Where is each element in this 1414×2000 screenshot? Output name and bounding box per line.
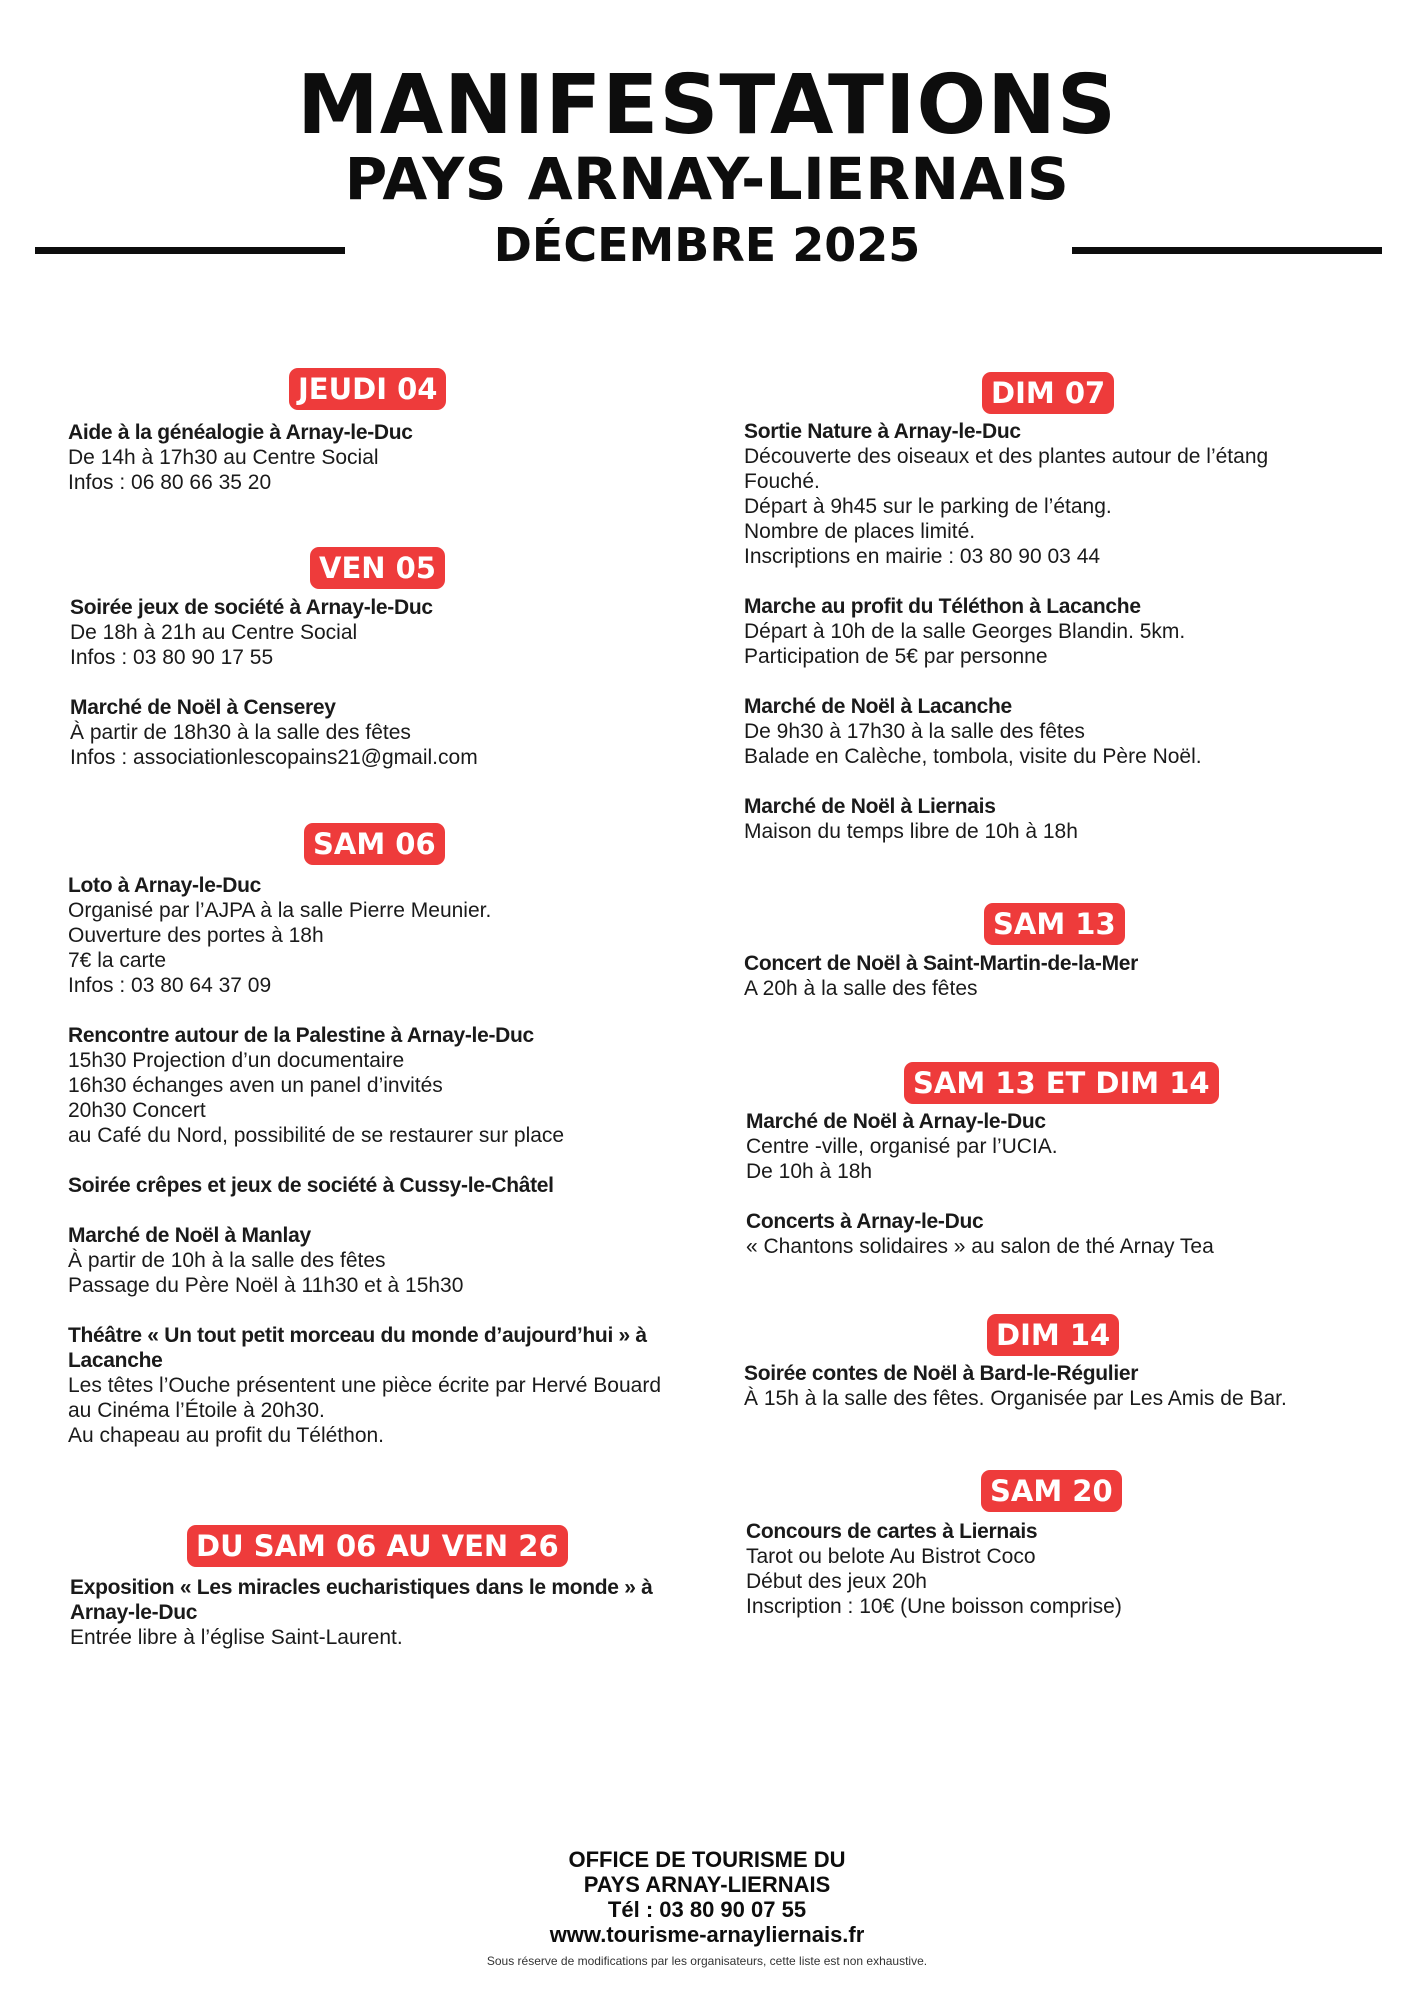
event-title: Soirée jeux de société à Arnay-le-Duc xyxy=(70,596,433,619)
event-title: Soirée crêpes et jeux de société à Cussy-le-Châtel xyxy=(68,1174,554,1197)
event-detail: Découverte des oiseaux et des plantes autour de l’étang Fouché. xyxy=(744,445,1269,493)
date-badge: DIM 07 xyxy=(982,372,1114,414)
footer-disclaimer: Sous réserve de modifications par les organisateurs, cette liste est non exhaustive. xyxy=(486,1954,928,1968)
event-item xyxy=(744,419,1304,569)
event-detail: De 14h à 17h30 au Centre Social xyxy=(68,446,379,469)
date-badge: JEUDI 04 xyxy=(289,368,446,410)
event-detail: Au chapeau au profit du Téléthon. xyxy=(68,1424,385,1447)
footer xyxy=(0,1847,1414,1969)
event-item xyxy=(746,1209,1366,1259)
event-title: Loto à Arnay-le-Duc xyxy=(68,874,262,897)
event-detail: Début des jeux 20h xyxy=(746,1570,927,1593)
footer-website-link[interactable]: www.tourisme-arnayliernais.fr xyxy=(549,1922,865,1947)
event-detail: Organisé par l’AJPA à la salle Pierre Meunier. xyxy=(68,899,492,922)
header-rule-right xyxy=(1072,247,1382,254)
event-item xyxy=(68,1023,688,1148)
event-item xyxy=(70,595,670,670)
event-title: Marché de Noël à Censerey xyxy=(70,696,336,719)
event-detail: Infos : associationlescopains21@gmail.com xyxy=(70,746,478,769)
event-detail: De 18h à 21h au Centre Social xyxy=(70,621,358,644)
event-detail: De 10h à 18h xyxy=(746,1160,873,1183)
event-detail: Balade en Calèche, tombola, visite du Père Noël. xyxy=(744,745,1202,768)
event-detail: À partir de 18h30 à la salle des fêtes xyxy=(70,721,411,744)
page-title: MANIFESTATIONS xyxy=(297,58,1117,153)
date-badge: SAM 20 xyxy=(981,1470,1122,1512)
event-title: Rencontre autour de la Palestine à Arnay-le-Duc xyxy=(68,1024,534,1047)
date-badge: DIM 14 xyxy=(987,1314,1119,1356)
event-detail: Infos : 03 80 64 37 09 xyxy=(68,974,272,997)
event-item xyxy=(68,873,688,998)
date-badge: SAM 06 xyxy=(304,823,445,865)
event-title: Marché de Noël à Liernais xyxy=(744,795,996,818)
event-detail: Passage du Père Noël à 11h30 et à 15h30 xyxy=(68,1274,464,1297)
event-title: Concerts à Arnay-le-Duc xyxy=(746,1210,984,1233)
event-detail: Inscription : 10€ (Une boisson comprise) xyxy=(746,1595,1122,1618)
event-item xyxy=(68,1173,688,1198)
date-badge: VEN 05 xyxy=(310,547,445,589)
event-title: Marché de Noël à Manlay xyxy=(68,1224,311,1247)
event-detail: « Chantons solidaires » au salon de thé Arnay Tea xyxy=(746,1235,1214,1258)
footer-phone: Tél : 03 80 90 07 55 xyxy=(607,1897,807,1922)
footer-office-line2: PAYS ARNAY-LIERNAIS xyxy=(583,1872,831,1897)
event-title: Aide à la généalogie à Arnay-le-Duc xyxy=(68,421,413,444)
event-detail: Infos : 06 80 66 35 20 xyxy=(68,471,272,494)
event-detail: 20h30 Concert xyxy=(68,1099,206,1122)
event-detail: À 15h à la salle des fêtes. Organisée par Les Amis de Bar. xyxy=(744,1387,1287,1410)
event-detail: De 9h30 à 17h30 à la salle des fêtes xyxy=(744,720,1085,743)
event-title: Sortie Nature à Arnay-le-Duc xyxy=(744,420,1021,443)
footer-office-line1: OFFICE DE TOURISME DU xyxy=(568,1847,846,1872)
event-item xyxy=(744,794,1364,844)
event-title: Marché de Noël à Arnay-le-Duc xyxy=(746,1110,1046,1133)
event-item xyxy=(744,951,1364,1001)
event-detail: Départ à 10h de la salle Georges Blandin. 5km. xyxy=(744,620,1186,643)
event-item xyxy=(744,694,1364,769)
event-title: Théâtre « Un tout petit morceau du monde d’aujourd’hui » à Lacanche xyxy=(68,1324,647,1372)
event-item xyxy=(68,420,668,495)
event-detail: 15h30 Projection d’un documentaire xyxy=(68,1049,405,1072)
date-badge: SAM 13 ET DIM 14 xyxy=(904,1062,1219,1104)
event-detail: Les têtes l’Ouche présentent une pièce écrite par Hervé Bouard au Cinéma l’Étoile à 20h30. xyxy=(68,1374,662,1422)
event-detail: Inscriptions en mairie : 03 80 90 03 44 xyxy=(744,545,1101,568)
event-item xyxy=(746,1109,1366,1184)
event-item xyxy=(70,1575,670,1650)
page-subtitle: PAYS ARNAY-LIERNAIS xyxy=(344,145,1070,213)
event-detail: À partir de 10h à la salle des fêtes xyxy=(68,1249,386,1272)
date-badge: SAM 13 xyxy=(984,903,1125,945)
page-month: DÉCEMBRE 2025 xyxy=(493,218,921,272)
event-item xyxy=(744,594,1364,669)
event-detail: Ouverture des portes à 18h xyxy=(68,924,324,947)
date-badge: DU SAM 06 AU VEN 26 xyxy=(187,1525,568,1567)
event-detail: Participation de 5€ par personne xyxy=(744,645,1048,668)
event-title: Concours de cartes à Liernais xyxy=(746,1520,1038,1543)
event-detail: au Café du Nord, possibilité de se restaurer sur place xyxy=(68,1124,565,1147)
event-item xyxy=(746,1519,1366,1619)
event-detail: Nombre de places limité. xyxy=(744,520,976,543)
event-title: Exposition « Les miracles eucharistiques dans le monde » à Arnay-le-Duc xyxy=(70,1576,653,1624)
event-detail: Entrée libre à l’église Saint-Laurent. xyxy=(70,1626,403,1649)
event-detail: Départ à 9h45 sur le parking de l’étang. xyxy=(744,495,1112,518)
event-detail: Maison du temps libre de 10h à 18h xyxy=(744,820,1078,843)
event-detail: Infos : 03 80 90 17 55 xyxy=(70,646,274,669)
event-title: Concert de Noël à Saint-Martin-de-la-Mer xyxy=(744,952,1139,975)
event-detail: Centre -ville, organisé par l’UCIA. xyxy=(746,1135,1058,1158)
event-detail: 7€ la carte xyxy=(68,949,167,972)
event-item xyxy=(68,1223,688,1298)
event-title: Marche au profit du Téléthon à Lacanche xyxy=(744,595,1141,618)
event-detail: Tarot ou belote Au Bistrot Coco xyxy=(746,1545,1036,1568)
event-item xyxy=(70,695,670,770)
event-item xyxy=(68,1323,668,1448)
event-detail: A 20h à la salle des fêtes xyxy=(744,977,978,1000)
event-title: Marché de Noël à Lacanche xyxy=(744,695,1012,718)
event-title: Soirée contes de Noël à Bard-le-Régulier xyxy=(744,1362,1139,1385)
event-item xyxy=(744,1361,1384,1411)
event-detail: 16h30 échanges aven un panel d’invités xyxy=(68,1074,443,1097)
